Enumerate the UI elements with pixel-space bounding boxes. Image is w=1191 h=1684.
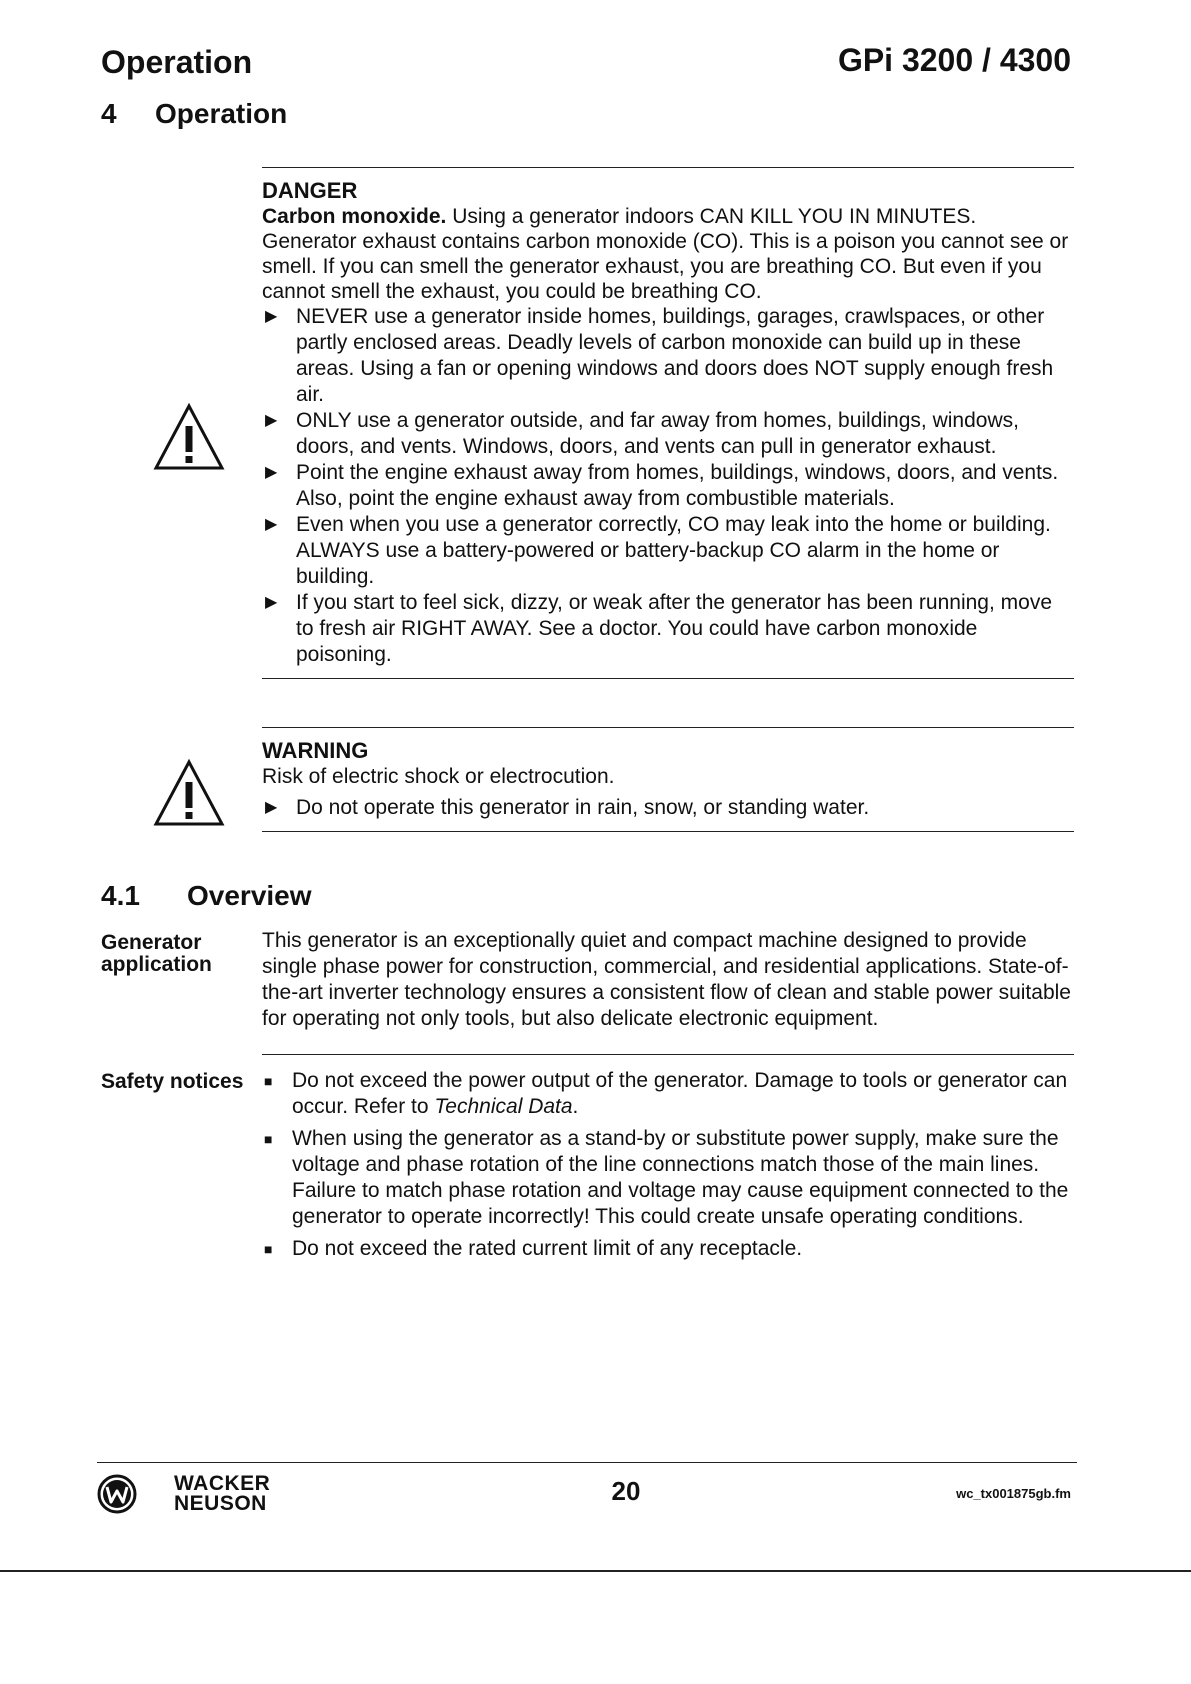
danger-signal-word: DANGER	[262, 178, 358, 203]
square-bullet-icon: ■	[264, 1241, 273, 1257]
section-number: 4.1	[101, 880, 140, 911]
danger-item: ▶ ONLY use a generator outside, and far away from homes, buildings, windows, doors, and vents. Windows, doors, and vents can pull in generator exhaust.	[265, 409, 1019, 458]
danger-item: ▶ NEVER use a generator inside homes, buildings, garages, crawlspaces, or other partly enclosed areas. Deadly levels of carbon monoxide can build up in these areas. Using a fan or opening windows and doors does NOT supply enough fresh air.	[265, 305, 1054, 406]
warning-safety-message	[262, 727, 1074, 832]
header-section-title: Operation	[101, 44, 253, 80]
warning-item: ▶ Do not operate this generator in rain, snow, or standing water.	[265, 796, 870, 819]
danger-item: ▶ If you start to feel sick, dizzy, or weak after the generator has been running, move to fresh air RIGHT AWAY. See a doctor. You could have carbon monoxide poisoning.	[265, 591, 1052, 666]
section-title: Overview	[187, 880, 312, 911]
triangle-bullet-icon: ▶	[265, 308, 278, 325]
warning-signal-word: WARNING	[262, 738, 369, 763]
triangle-bullet-icon: ▶	[265, 594, 278, 611]
brand-line-2: NEUSON	[174, 1492, 267, 1515]
chapter-title: Operation	[155, 98, 288, 129]
warning-triangle-icon	[152, 758, 226, 828]
danger-top-rule	[262, 167, 1074, 168]
section-heading	[101, 880, 312, 912]
safety-notice-item: ■ Do not exceed the rated current limit of any receptacle.	[264, 1237, 803, 1260]
chapter-number: 4	[101, 98, 117, 129]
warning-top-rule	[262, 727, 1074, 728]
file-identifier: wc_tx001875gb.fm	[956, 1486, 1071, 1501]
safety-notice-list	[262, 1068, 1074, 1262]
square-bullet-icon: ■	[264, 1131, 273, 1147]
triangle-bullet-icon: ▶	[265, 412, 278, 429]
page-number: 20	[611, 1476, 641, 1506]
footer-rule	[97, 1462, 1077, 1463]
danger-item: ▶ Even when you use a generator correctly, CO may leak into the home or building. ALWAYS use a battery-powered or battery-backup CO alarm in the home or building.	[265, 513, 1051, 588]
scan-edge-line	[0, 1570, 1191, 1572]
safety-notices-label: Safety notices	[101, 1070, 244, 1093]
warning-triangle-icon	[152, 402, 226, 472]
danger-instructions	[262, 304, 1074, 668]
triangle-bullet-icon: ▶	[265, 516, 278, 533]
safety-notice-item: ■ Do not exceed the power output of the generator. Damage to tools or generator can occur. Refer to Technical Data.	[264, 1069, 1068, 1118]
technical-data-reference: Technical Data	[434, 1095, 573, 1118]
safety-notices	[262, 1068, 1074, 1268]
warning-instructions	[262, 795, 1074, 821]
danger-item: ▶ Point the engine exhaust away from homes, buildings, windows, doors, and vents. Also, point the engine exhaust away from combustible materials.	[265, 461, 1059, 510]
triangle-bullet-icon: ▶	[265, 799, 278, 816]
header-model-title: GPi 3200 / 4300	[837, 42, 1071, 78]
danger-safety-message	[262, 167, 1074, 679]
warning-hazard-text: Risk of electric shock or electrocution.	[262, 765, 615, 788]
danger-hazard-text: Using a generator indoors CAN KILL YOU IN MINUTES. Generator exhaust contains carbon monoxide (CO). This is a poison you cannot see or smell. If you can smell the generator exhaust, you are breathing CO. But even if you cannot smell the exhaust, you could be breathing CO.	[262, 205, 1069, 303]
brand-line-1: WACKER	[174, 1472, 271, 1495]
warning-bottom-rule	[262, 831, 1074, 832]
triangle-bullet-icon: ▶	[265, 464, 278, 481]
danger-bottom-rule	[262, 678, 1074, 679]
generator-application-text: This generator is an exceptionally quiet and compact machine designed to provide single phase power for construction, commercial, and residential applications. State-of-the-art inverter technology ensures a consistent flow of clean and stable power suitable for operating not only tools, but also delicate electronic equipment.	[262, 929, 1071, 1030]
safety-notice-item: ■ When using the generator as a stand-by or substitute power supply, make sure the voltage and phase rotation of the line connections match those of the main lines. Failure to match phase rotation and voltage may cause equipment connected to the generator to operate incorrectly! This could create unsafe operating conditions.	[264, 1127, 1069, 1228]
generator-application-label: Generator application	[101, 931, 212, 976]
overview-rule	[262, 1054, 1074, 1055]
square-bullet-icon: ■	[264, 1073, 273, 1089]
danger-intro	[262, 204, 1074, 304]
chapter-heading	[101, 98, 287, 130]
danger-hazard-title: Carbon monoxide.	[262, 205, 447, 228]
